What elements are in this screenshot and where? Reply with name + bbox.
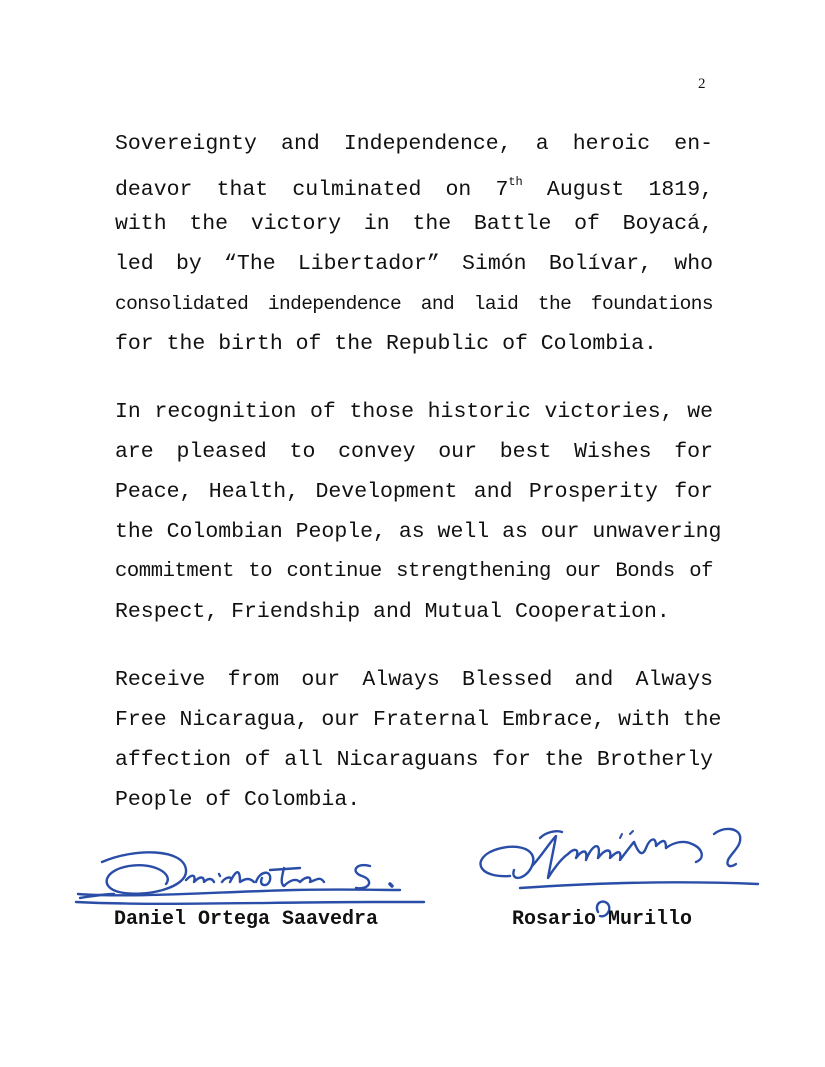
paragraph-sovereignty xyxy=(115,124,713,364)
text-line xyxy=(115,164,713,204)
text-line: Receive from our Always Blessed and Always xyxy=(115,668,713,692)
text-line: for the birth of the Republic of Colombia. xyxy=(115,332,657,356)
signatory-name-right: Rosario Murillo xyxy=(512,908,693,931)
text-line: affection of all Nicaraguans for the Brotherly xyxy=(115,748,713,772)
text-line: led by “The Libertador” Simón Bolívar, who xyxy=(115,252,713,276)
text-line: Peace, Health, Development and Prosperity for xyxy=(115,480,713,504)
paragraph-embrace xyxy=(115,660,722,820)
text-line: commitment to continue strengthening our Bonds of xyxy=(115,560,713,583)
text-line: Sovereignty and Independence, a heroic en- xyxy=(115,132,713,156)
signature-daniel-ortega xyxy=(74,840,426,912)
text-line: Free Nicaragua, our Fraternal Embrace, with the xyxy=(115,708,722,732)
text-fragment: deavor that culminated on 7 xyxy=(115,178,509,203)
text-line: are pleased to convey our best Wishes for xyxy=(115,440,713,464)
signatory-name-left: Daniel Ortega Saavedra xyxy=(114,908,379,931)
paragraph-recognition xyxy=(115,392,722,632)
text-line: with the victory in the Battle of Boyacá, xyxy=(115,212,713,236)
text-fragment: August 1819, xyxy=(522,178,713,203)
text-line: the Colombian People, as well as our unwavering xyxy=(115,520,722,544)
ordinal-suffix: th xyxy=(508,175,523,189)
text-line: consolidated independence and laid the foundations xyxy=(115,293,713,315)
text-line: Respect, Friendship and Mutual Cooperation. xyxy=(115,600,670,624)
text-line: In recognition of those historic victories, we xyxy=(115,400,713,424)
page-number: 2 xyxy=(698,76,706,92)
text-line: People of Colombia. xyxy=(115,788,361,812)
